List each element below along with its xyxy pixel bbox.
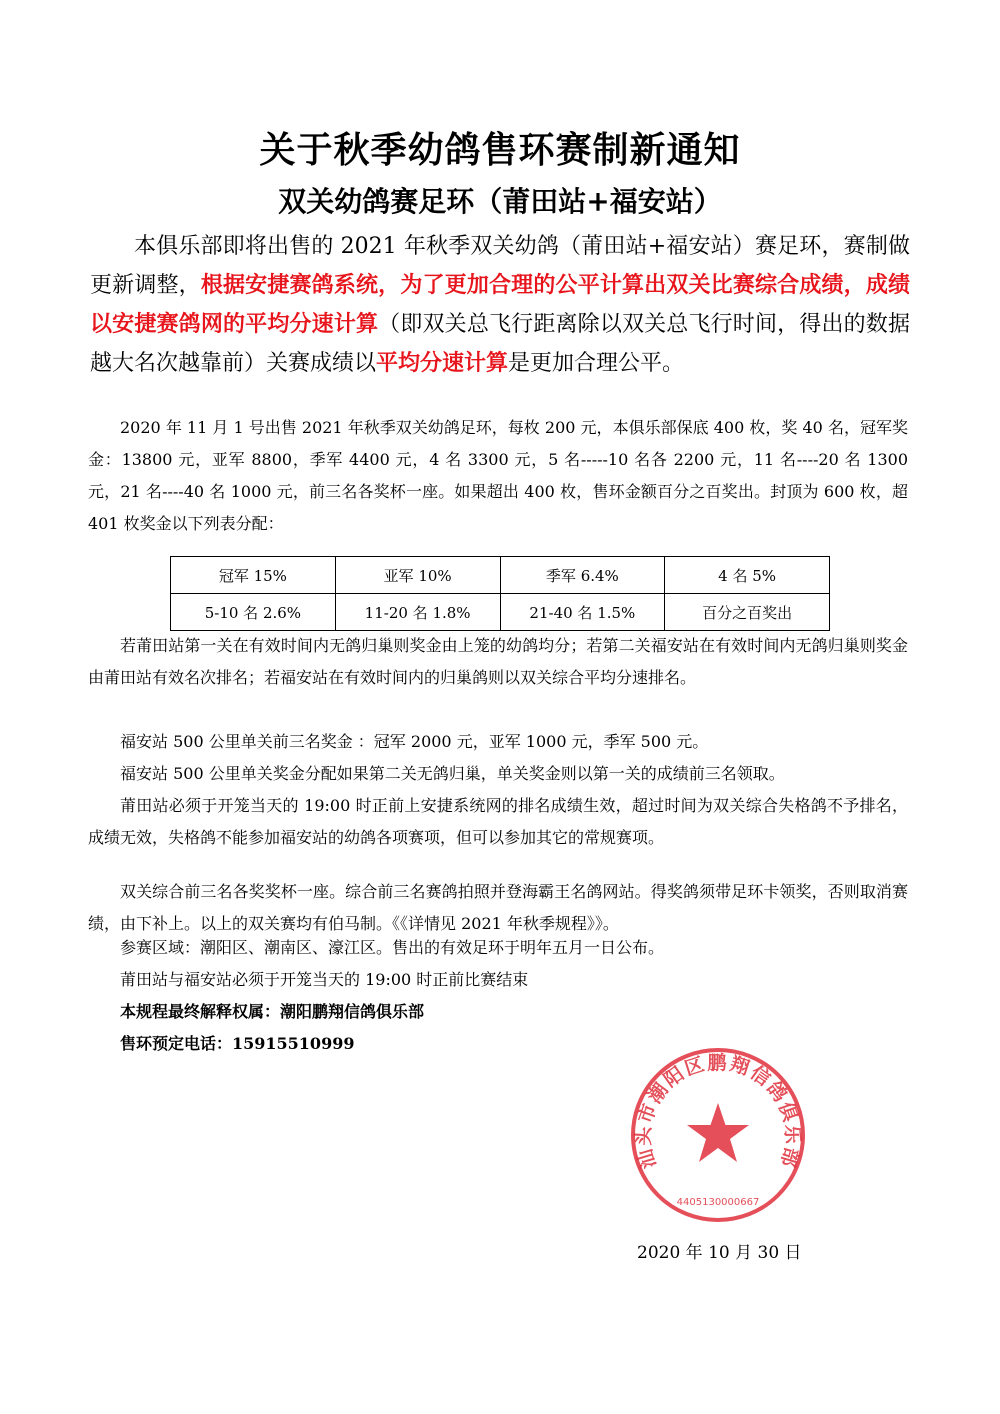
trophy-paragraph: 双关综合前三名各奖奖杯一座。综合前三名赛鸽拍照并登海霸王名鸽网站。得奖鸽须带足环卡领奖，否则取消赛绩，由下补上。以上的双关赛均有伯马制。《《详情见 2021 年秋季规程》》。 bbox=[88, 882, 908, 933]
table-cell: 5-10 名 2.6% bbox=[171, 594, 336, 631]
deadline-line: 莆田站与福安站必须于开笼当天的 19:00 时正前比赛结束 bbox=[120, 970, 529, 989]
single-race-distribution-paragraph: 福安站 500 公里单关奖金分配如果第二关无鸽归巢，单关奖金则以第一关的成绩前三名领取。 bbox=[120, 764, 785, 783]
sale-rules-paragraph: 2020 年 11 月 1 号出售 2021 年秋季双关幼鸽足环，每枚 200 元，本俱乐部保底 400 枚，奖 40 名，冠军奖金：13800 元，亚军 8800，季军 4400 元，4 名 3300 元，5 名-----10 名各 2200 元，11 名----20 名 1300 元，21 名----40 名 1000 元，前三名各奖杯一座。如果超出 400 枚，售环金额百分之百奖出。封顶为 600 枚，超 401 枚奖金以下列表分配： bbox=[88, 418, 908, 533]
prize-distribution-table bbox=[170, 556, 830, 631]
putian-deadline-paragraph: 莆田站必须于开笼当天的 19:00 时正前上安捷系统网的排名成绩生效，超过时间为双关综合失格鸽不予排名，成绩无效，失格鸽不能参加福安站的幼鸽各项赛项，但可以参加其它的常规赛项。 bbox=[88, 796, 908, 847]
intro-highlight-1: 根据安捷赛鸽系统，为了更加合理的公平计算出双关比赛综合成绩，成绩以安捷赛鸽网的平均分速计算 bbox=[90, 272, 910, 337]
table-cell: 季军 6.4% bbox=[500, 557, 665, 594]
seal-text: 汕头市潮阳区鹏翔信鸽俱乐部 bbox=[632, 1051, 804, 1172]
intro-paragraph bbox=[90, 228, 910, 383]
region-line: 参赛区域：潮阳区、潮南区、濠江区。售出的有效足环于明年五月一日公布。 bbox=[120, 938, 665, 957]
document-date: 2020 年 10 月 30 日 bbox=[637, 1243, 802, 1263]
interpretation-line: 本规程最终解释权属：潮阳鹏翔信鸽俱乐部 bbox=[120, 1002, 425, 1021]
club-seal-stamp bbox=[628, 1045, 808, 1225]
no-return-rules-paragraph: 若莆田站第一关在有效时间内无鸽归巢则奖金由上笼的幼鸽均分；若第二关福安站在有效时间内无鸽归巢则奖金由莆田站有效名次排名；若福安站在有效时间内的归巢鸽则以双关综合平均分速排名。 bbox=[88, 636, 908, 687]
table-cell: 21-40 名 1.5% bbox=[500, 594, 665, 631]
intro-highlight-2: 平均分速计算 bbox=[376, 350, 509, 376]
table-cell: 冠军 15% bbox=[171, 557, 336, 594]
table-row bbox=[171, 557, 830, 594]
seal-star-icon bbox=[687, 1103, 749, 1162]
document-title: 关于秋季幼鸽售环赛制新通知 bbox=[259, 129, 741, 171]
table-cell: 11-20 名 1.8% bbox=[335, 594, 500, 631]
intro-text-3: 是更加合理公平。 bbox=[508, 351, 685, 376]
table-row bbox=[171, 594, 830, 631]
single-race-prize-paragraph: 福安站 500 公里单关前三名奖金 ：冠军 2000 元，亚军 1000 元，季军 500 元。 bbox=[120, 732, 709, 751]
table-cell: 亚军 10% bbox=[335, 557, 500, 594]
document-subtitle: 双关幼鸽赛足环（莆田站+福安站） bbox=[278, 185, 722, 218]
table-cell: 百分之百奖出 bbox=[665, 594, 830, 631]
intro-text-1: 本俱乐部即将出售的 2021 年秋季双关幼鸽（莆田站+福安站）赛足环，赛制做更新调整， bbox=[90, 234, 910, 298]
intro-text-2: （即双关总飞行距离除以双关总飞行时间，得出的数据越大名次越靠前）关赛成绩以 bbox=[90, 312, 910, 376]
seal-code: 4405130000667 bbox=[676, 1197, 760, 1208]
phone-line: 售环预定电话：15915510999 bbox=[120, 1034, 355, 1053]
table-cell: 4 名 5% bbox=[665, 557, 830, 594]
